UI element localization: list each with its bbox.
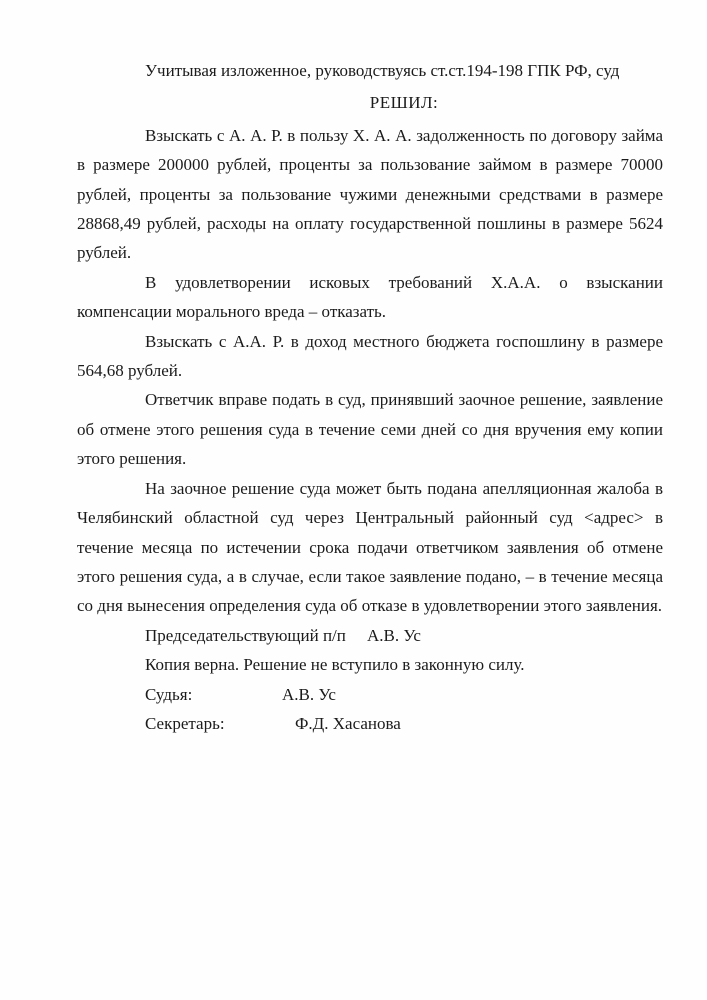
secretary-label: Секретарь: [145, 713, 225, 733]
judge-name: А.В. Ус [282, 684, 336, 704]
secretary-name: Ф.Д. Хасанова [295, 713, 401, 733]
presiding-label: Председательствующий п/п [145, 625, 346, 645]
presiding-line [77, 621, 663, 650]
decision-paragraph-state-duty: Взыскать с А.А. Р. в доход местного бюджета госпошлину в размере 564,68 рублей. [77, 331, 663, 381]
decision-paragraph-appeal: На заочное решение суда может быть подана апелляционная жалоба в Челябинский областной суд через Центральный районный суд <адрес> в течение месяца по истечении срока подачи ответчиком заявления об отмене этого решения суда, а в случае, если такое заявление подано, – в течение месяца со дня вынесения определения суда об отказе в удовлетворении этого заявления. [77, 478, 663, 616]
resolution-heading: РЕШИЛ: [369, 93, 439, 113]
copy-note: Копия верна. Решение не вступило в законную силу. [145, 655, 525, 675]
presiding-name: А.В. Ус [367, 625, 421, 645]
judge-label: Судья: [145, 684, 193, 704]
decision-paragraph-recovery: Взыскать с А. А. Р. в пользу Х. А. А. задолженность по договору займа в размере 200000 рублей, проценты за пользование займом в размере 70000 рублей, проценты за пользование чужими денежными средствами в размере 28868,49 рублей, расходы на оплату государственной пошлины в размере 5624 рублей. [77, 125, 663, 263]
decision-paragraph-moral-damages: В удовлетворении исковых требований Х.А.А. о взыскании компенсации морального вреда – отказать. [77, 272, 663, 322]
signature-row-secretary [77, 709, 663, 738]
signature-row-judge [77, 680, 663, 709]
decision-paragraph-defendant-right: Ответчик вправе подать в суд, принявший заочное решение, заявление об отмене этого решения суда в течение семи дней со дня вручения ему копии этого решения. [77, 390, 663, 469]
document-content [77, 56, 663, 738]
intro-paragraph: Учитывая изложенное, руководствуясь ст.ст.194-198 ГПК РФ, суд [145, 61, 620, 80]
